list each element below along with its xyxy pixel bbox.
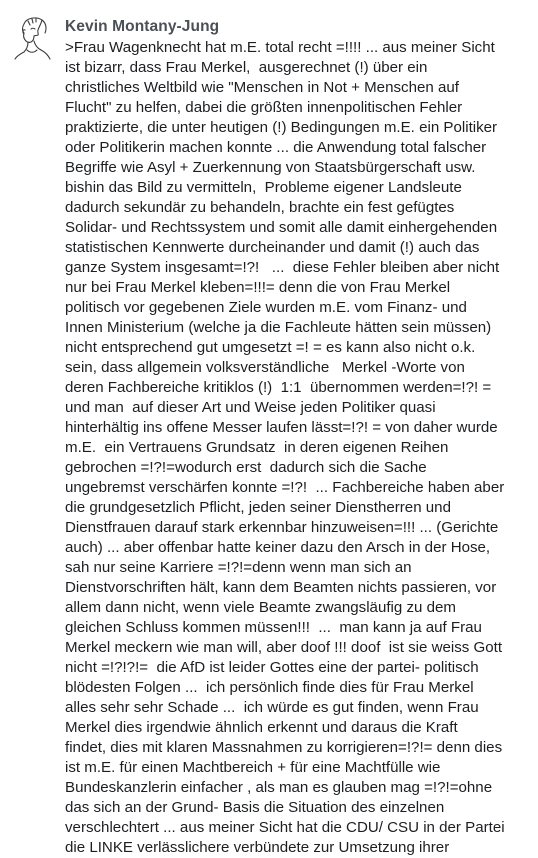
portrait-sketch-icon	[12, 14, 52, 60]
author-avatar[interactable]	[12, 14, 52, 60]
comment-author-name[interactable]: Kevin Montany-Jung	[65, 18, 220, 35]
comment-text: >Frau Wagenknecht hat m.E. total recht =!!!! ... aus meiner Sicht ist bizarr, dass Frau Merkel, ausgerechnet (!) über ein christliches Weltbild wie "Menschen in Not + Menschen auf Flucht" zu helfen, dabei die größten innenpolitischen Fehler praktizierte, die unter heutigen (!) Bedingungen m.E. ein Politiker oder Politikerin machen konnte ... die Anwendung total falscher Begriffe wie Asyl + Zuerkennung von Staatsbürgerschaft usw. bishin das Bild zu vermitteln, Probleme eigener Landsleute dadurch sekundär zu behandeln, brachte ein fest gefügtes Solidar- und Rechtssystem und somit alle damit einhergehenden statistischen Kennwerte durcheinander und damit (!) auch das ganze System insgesamt=!?! ... diese Fehler bleiben aber nicht nur bei Frau Merkel kleben=!!!= denn die von Frau Merkel politisch vor gegebenen Ziele wurden m.E. vom Finanz- und Innen Ministerium (welche ja die Fachleute hätten sein müssen) nicht entsprechend gut umgesetzt =! = es kann also nicht o.k. sein, dass allgemein volksverständliche Merkel -Worte von deren Fachbereiche kritiklos (!) 1:1 übernommen werden=!?! = und man auf dieser Art und Weise jeden Politiker quasi hinterhältig ins offene Messer laufen lässt=!?! = von daher wurde m.E. ein Vertrauens Grundsatz in deren eigenen Reihen gebrochen =!?!=wodurch erst dadurch sich die Sache ungebremst verschärfen konnte =!?! ... Fachbereiche haben aber die grundgesetzlich Pflicht, jeden seiner Dienstherren und Dienstfrauen darauf stark erkennbar hinzuweisen=!!! ... (Gerichte auch) ... aber offenbar hatte keiner dazu den Arsch in der Hose, sah nur seine Karriere =!?!=denn wenn man sich an Dienstvorschriften hält, kann dem Beamten nichts passieren, vor allem dann nicht, wenn viele Beamte zwangsläufig zu dem gleichen Schluss kommen müssen!!! ... man kann ja auf Frau Merkel meckern wie man will, aber doof !!! doof ist sie weiss Gott nicht =!?!?!= die AfD ist leider Gottes eine der partei- politisch blödesten Folgen ... ich persönlich finde dies für Frau Merkel alles sehr sehr Schade ... ich würde es gut finden, wenn Frau Merkel dies irgendwie ähnlich erkennt und daraus die Kraft findet, dies mit klaren Massnahmen zu korrigieren=!?!= denn dies ist m.E. für einen Machtbereich + für eine Machtfülle wie Bundeskanzlerin einfacher , als man es glauben mag =!?!=ohne das sich an der Grund- Basis die Situation des einzelnen verschlechtert ... aus meiner Sicht hat die CDU/ CSU in der Partei die LINKE verlässlichere verbündete zur Umsetzung ihrer	[65, 39, 505, 856]
